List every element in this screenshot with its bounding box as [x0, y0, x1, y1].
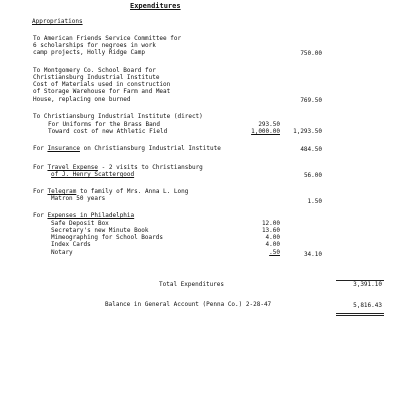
entry-amount: 56.00 [303, 172, 322, 179]
entry-prefix: For [33, 164, 48, 171]
appropriations-heading: Appropriations [32, 18, 83, 25]
entry-amount: 34.10 [303, 251, 322, 258]
entry-rest: to family of Mrs. Anna L. Long [76, 188, 189, 195]
list-item-amount: 12.00 [261, 220, 280, 227]
entry-rest: - 2 visits to Christiansburg [98, 164, 203, 171]
entry-line: House, replacing one burned [33, 96, 131, 103]
entry-line: To American Friends Service Committee for [33, 35, 182, 42]
divider [336, 315, 384, 316]
list-item-amount: 4.00 [265, 234, 280, 241]
list-item-amount: .50 [269, 249, 280, 256]
entry-subamount: 1,000.00 [251, 128, 280, 135]
list-item-amount: 4.00 [265, 241, 280, 248]
entry-label: Travel Expense [47, 164, 99, 171]
list-item: Safe Deposit Box [51, 220, 109, 227]
balance-amount: 5,816.43 [353, 302, 382, 309]
entry-line: Toward cost of new Athletic Field [48, 128, 168, 135]
entry-line: of J. Henry Scattergood [51, 171, 135, 178]
entry-label: Insurance [47, 145, 80, 152]
total-amount: 3,391.10 [353, 281, 382, 288]
entry-prefix: For [33, 188, 48, 195]
entry-line: Cost of Materials used in construction [33, 81, 171, 88]
entry-amount: 1.50 [307, 198, 322, 205]
balance-label: Balance in General Account (Penna Co.) 2-28-47 [105, 301, 272, 308]
list-item: Notary [51, 249, 73, 256]
entry-prefix: For [33, 145, 48, 152]
entry-line: camp projects, Holly Ridge Camp [33, 49, 145, 56]
entry-rest: on Christiansburg Industrial Institute [79, 145, 221, 152]
entry-insurance [33, 145, 221, 152]
divider [336, 313, 384, 314]
total-label: Total Expenditures [159, 281, 225, 288]
entry-amount: 1,293.50 [293, 128, 322, 135]
entry-telegram [33, 188, 188, 195]
entry-line: To Montgomery Co. School Board for [33, 67, 156, 74]
list-item: Mimeographing for School Boards [51, 234, 163, 241]
list-item-amount: 13.60 [261, 227, 280, 234]
entry-line: Christiansburg Industrial Institute [33, 74, 160, 81]
page-heading: Expenditures [130, 2, 181, 10]
list-item: Secretary's new Minute Book [51, 227, 149, 234]
entry-line: For Uniforms for the Brass Band [48, 121, 160, 128]
entry-title: To Christiansburg Industrial Institute (direct) [33, 113, 203, 120]
entry-amount: 484.50 [300, 146, 322, 153]
entry-line: 6 scholarships for negroes in work [33, 42, 156, 49]
entry-line: of Storage Warehouse for Farm and Meat [33, 88, 171, 95]
entry-philadelphia [33, 212, 134, 219]
entry-line: Matron 50 years [51, 195, 106, 202]
entry-travel [33, 164, 203, 171]
entry-label: Telegram [47, 188, 77, 195]
entry-label: Expenses in Philadelphia [47, 212, 135, 219]
entry-prefix: For [33, 212, 48, 219]
entry-subamount: 293.50 [258, 121, 280, 128]
entry-amount: 769.50 [300, 97, 322, 104]
list-item: Index Cards [51, 241, 91, 248]
entry-amount: 750.00 [300, 50, 322, 57]
